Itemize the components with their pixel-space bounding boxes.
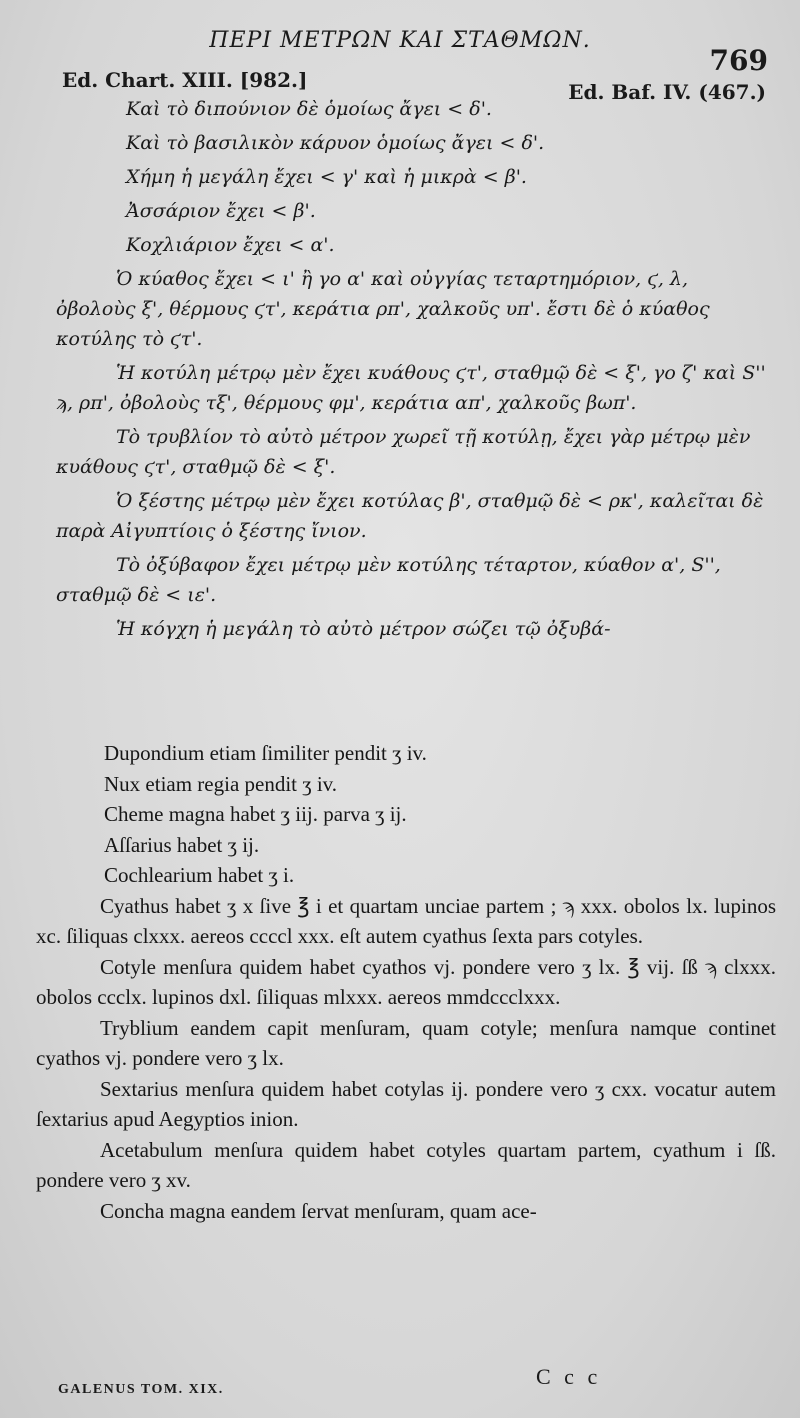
greek-line: Χήμη ἡ μεγάλη ἔχει < γ' καὶ ἡ μικρὰ < β'. xyxy=(126,166,527,188)
latin-text-block xyxy=(36,738,776,1226)
greek-paragraph: Ἡ κοτύλη μέτρῳ μὲν ἔχει κυάθους ϛτ', σταθμῷ δὲ < ξ', γο ζ' καὶ S'' ϡ, ρπ', ὀβολοὺς τξ', θέρμους φμ', κεράτια απ', χαλκοῦς βωπ'. xyxy=(56,362,766,414)
greek-line: Κοχλιάριον ἔχει < α'. xyxy=(126,234,335,256)
latin-line: Dupondium etiam ſimiliter pendit ʒ iv. xyxy=(104,741,427,765)
greek-paragraph: Ὁ ξέστης μέτρῳ μὲν ἔχει κοτύλας β', σταθμῷ δὲ < ρκ', καλεῖται δὲ παρὰ Αἰγυπτίοις ὁ ξέστης ἴνιον. xyxy=(56,490,764,542)
latin-line: Aſſarius habet ʒ ij. xyxy=(104,832,260,857)
latin-paragraph: Concha magna eandem ſervat menſuram, quam ace- xyxy=(100,1198,537,1223)
latin-line: Cochlearium habet ʒ i. xyxy=(104,863,295,887)
greek-paragraph: Ἡ κόγχη ἡ μεγάλη τὸ αὐτὸ μέτρον σώζει τῷ ὀξυβά- xyxy=(116,618,611,640)
edition-reference-left: Ed. Chart. XIII. [982.] xyxy=(62,68,308,92)
page-number: 769 xyxy=(709,44,768,77)
greek-paragraph: Τὸ τρυβλίον τὸ αὐτὸ μέτρον χωρεῖ τῇ κοτύλῃ, ἔχει γὰρ μέτρῳ μὲν κυάθους ϛτ', σταθμῷ δὲ < ξ'. xyxy=(56,426,751,478)
latin-paragraph: Tryblium eandem capit menſuram, quam cotyle; menſura namque continet cyathos vj. pondere vero ʒ lx. xyxy=(36,1015,776,1070)
greek-paragraph: Τὸ ὀξύβαφον ἔχει μέτρῳ μὲν κοτύλης τέταρτον, κύαθον α', S'', σταθμῷ δὲ < ιε'. xyxy=(56,554,721,606)
latin-paragraph: Sextarius menſura quidem habet cotylas ij. pondere vero ʒ cxx. vocatur autem ſextarius apud Aegyptios inion. xyxy=(36,1076,776,1131)
latin-paragraph: Cyathus habet ʒ x ſive ℥ i et quartam unciae partem ; ϡ xxx. obolos lx. lupinos xc. ſiliquas clxxx. aereos ccccl xxx. eſt autem cyathus ſexta pars cotyles. xyxy=(36,893,776,948)
edition-reference-right: Ed. Baf. IV. (467.) xyxy=(568,80,766,104)
greek-text-block xyxy=(56,94,770,648)
latin-paragraph: Acetabulum menſura quidem habet cotyles quartam partem, cyathum i ſß. pondere vero ʒ xv. xyxy=(36,1137,776,1192)
running-title: ΠΕΡΙ ΜΕΤΡΩΝ ΚΑΙ ΣΤΑΘΜΩΝ. xyxy=(209,28,591,53)
latin-line: Nux etiam regia pendit ʒ iv. xyxy=(104,771,338,796)
greek-paragraph: Ὁ κύαθος ἔχει < ι' ἢ γο α' καὶ οὐγγίας τεταρτημόριον, ϛ, λ, ὀβολοὺς ξ', θέρμους ϛτ', κεράτια ρπ', χαλκοῦς υπ'. ἔστι δὲ ὁ κύαθος κοτύλης τὸ ϛτ'. xyxy=(56,268,710,350)
latin-paragraph: Cotyle menſura quidem habet cyathos vj. pondere vero ʒ lx. ℥ vij. ſß ϡ clxxx. obolos ccclx. lupinos dxl. ſiliquas mlxxx. aereos mmdccclxxx. xyxy=(36,954,776,1009)
signature-mark: C c c xyxy=(536,1364,602,1389)
greek-line: Ἀσσάριον ἔχει < β'. xyxy=(126,200,316,222)
greek-line: Καὶ τὸ διπούνιον δὲ ὁμοίως ἄγει < δ'. xyxy=(126,98,492,120)
signature-volume: GALENUS TOM. XIX. xyxy=(58,1382,224,1397)
latin-line: Cheme magna habet ʒ iij. parva ʒ ij. xyxy=(104,802,407,826)
greek-line: Καὶ τὸ βασιλικὸν κάρυον ὁμοίως ἄγει < δ'. xyxy=(126,132,545,154)
